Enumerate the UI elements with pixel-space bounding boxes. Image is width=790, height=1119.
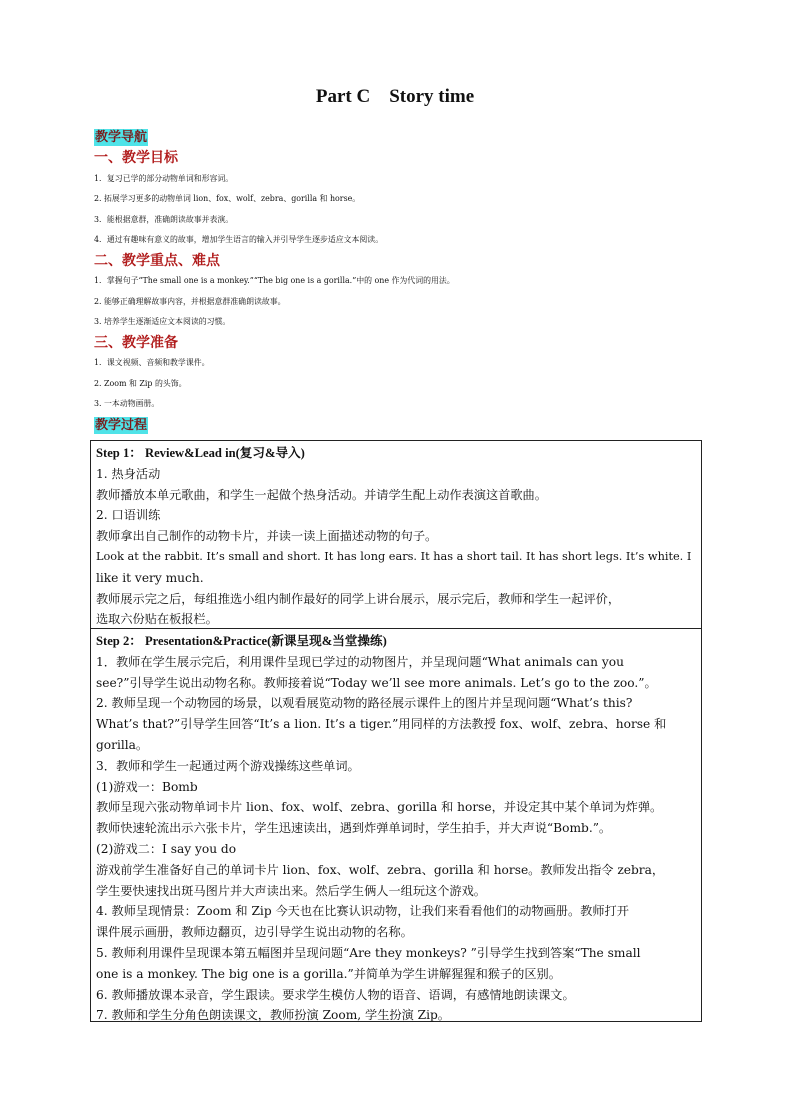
lesson-overview xyxy=(94,129,704,434)
page-title: Part C Story time xyxy=(315,86,475,107)
step2-cell xyxy=(91,629,701,1021)
step2-line: 4. 教师呈现情景：Zoom 和 Zip 今天也在比赛认识动物，让我们来看看他们的动物画册。教师打开 xyxy=(96,904,629,919)
step1-line: like it very much. xyxy=(96,570,204,585)
preparation-item: 1．课文视频、音频和教学课件。 xyxy=(94,358,210,367)
step1-line: 教师播放本单元歌曲，和学生一起做个热身活动。并请学生配上动作表演这首歌曲。 xyxy=(96,487,547,502)
step1-title: Step 1： Review&Lead in(复习&导入) xyxy=(96,446,305,460)
section-heading-goals: 一、教学目标 xyxy=(94,150,178,166)
step2-line: 7. 教师和学生分角色朗读课文，教师扮演 Zoom, 学生扮演 Zip。 xyxy=(96,1008,450,1023)
step2-line: 学生要快速找出斑马图片并大声读出来。然后学生俩人一组玩这个游戏。 xyxy=(96,883,486,898)
step2-line: What’s that?”引导学生回答“It’s a lion. It’s a tiger.”用同样的方法教授 fox、wolf、zebra、horse 和 xyxy=(96,717,667,732)
goal-item: 2. 拓展学习更多的动物单词 lion、fox、wolf、zebra、gorilla 和 horse。 xyxy=(94,194,361,203)
step2-line: 6. 教师播放课本录音，学生跟读。要求学生模仿人物的语音、语调，有感情地朗读课文。 xyxy=(96,987,575,1002)
step2-line: see?”引导学生说出动物名称。教师接着说“Today we’ll see more animals. Let’s go to the zoo.”。 xyxy=(96,675,657,690)
step1-line: 教师拿出自己制作的动物卡片，并读一读上面描述动物的句子。 xyxy=(96,529,438,544)
step2-line: 教师快速轮流出示六张卡片，学生迅速读出，遇到炸弹单词时，学生拍手，并大声说“Bomb.”。 xyxy=(96,821,612,836)
step2-line: one is a monkey. The big one is a gorilla.”并简单为学生讲解猩猩和猴子的区别。 xyxy=(96,966,561,981)
key-point-item: 2. 能够正确理解故事内容，并根据意群准确朗读故事。 xyxy=(94,296,286,306)
process-heading: 教学过程 xyxy=(95,417,148,433)
step2-line: 教师呈现六张动物单词卡片 lion、fox、wolf、zebra、gorilla 和 horse，并设定其中某个单词为炸弹。 xyxy=(96,800,663,815)
step2-line: 游戏前学生准备好自己的单词卡片 lion、fox、wolf、zebra、gorilla 和 horse。教师发出指令 zebra， xyxy=(96,862,665,877)
step2-title: Step 2： Presentation&Practice(新课呈现&当堂操练) xyxy=(96,634,387,648)
step1-line: 2. 口语训练 xyxy=(96,508,161,523)
goal-item: 3．能根据意群，准确朗读故事并表演。 xyxy=(94,214,234,224)
step2-line: gorilla。 xyxy=(96,737,149,752)
goal-item: 4．通过有趣味有意义的故事，增加学生语言的输入并引导学生逐步适应文本阅读。 xyxy=(94,235,384,244)
section-heading-key-points: 二、教学重点、难点 xyxy=(94,252,220,269)
step2-line: 课件展示画册，教师边翻页，边引导学生说出动物的名称。 xyxy=(96,925,413,940)
step1-line: Look at the rabbit. It’s small and short. It has long ears. It has a short tail. It has short legs. It’s white. I xyxy=(96,549,692,563)
key-point-item: 3. 培养学生逐渐适应文本阅读的习惯。 xyxy=(94,317,231,326)
step2-line: (2)游戏二：I say you do xyxy=(96,841,237,856)
preparation-item: 3. 一本动物画册。 xyxy=(94,399,160,408)
step1-cell xyxy=(91,441,701,629)
process-table xyxy=(90,440,702,1022)
step2-line: (1)游戏一：Bomb xyxy=(96,779,198,794)
section-heading-preparation: 三、教学准备 xyxy=(94,334,178,351)
preparation-item: 2. Zoom 和 Zip 的头饰。 xyxy=(94,378,187,388)
goal-item: 1．复习已学的部分动物单词和形容词。 xyxy=(94,173,234,183)
step1-line: 教师展示完之后，每组推选小组内制作最好的同学上讲台展示，展示完后，教师和学生一起评价， xyxy=(96,591,621,606)
key-point-item: 1．掌握句子“The small one is a monkey.”“The big one is a gorilla.”中的 one 作为代词的用法。 xyxy=(94,276,455,285)
step2-line: 5. 教师利用课件呈现课本第五幅图并呈现问题“Are they monkeys? ”引导学生找到答案“The small xyxy=(96,945,641,960)
step2-line: 2. 教师呈现一个动物园的场景，以观看展览动物的路径展示课件上的图片并呈现问题“What’s this? xyxy=(96,696,633,711)
nav-heading: 教学导航 xyxy=(95,130,148,145)
step2-line: 1．教师在学生展示完后，利用课件呈现已学过的动物图片，并呈现问题“What animals can you xyxy=(96,654,624,669)
step2-line: 3．教师和学生一起通过两个游戏操练这些单词。 xyxy=(96,758,360,773)
step1-line: 1. 热身活动 xyxy=(96,466,161,481)
step1-line: 选取六份贴在板报栏。 xyxy=(96,612,218,627)
